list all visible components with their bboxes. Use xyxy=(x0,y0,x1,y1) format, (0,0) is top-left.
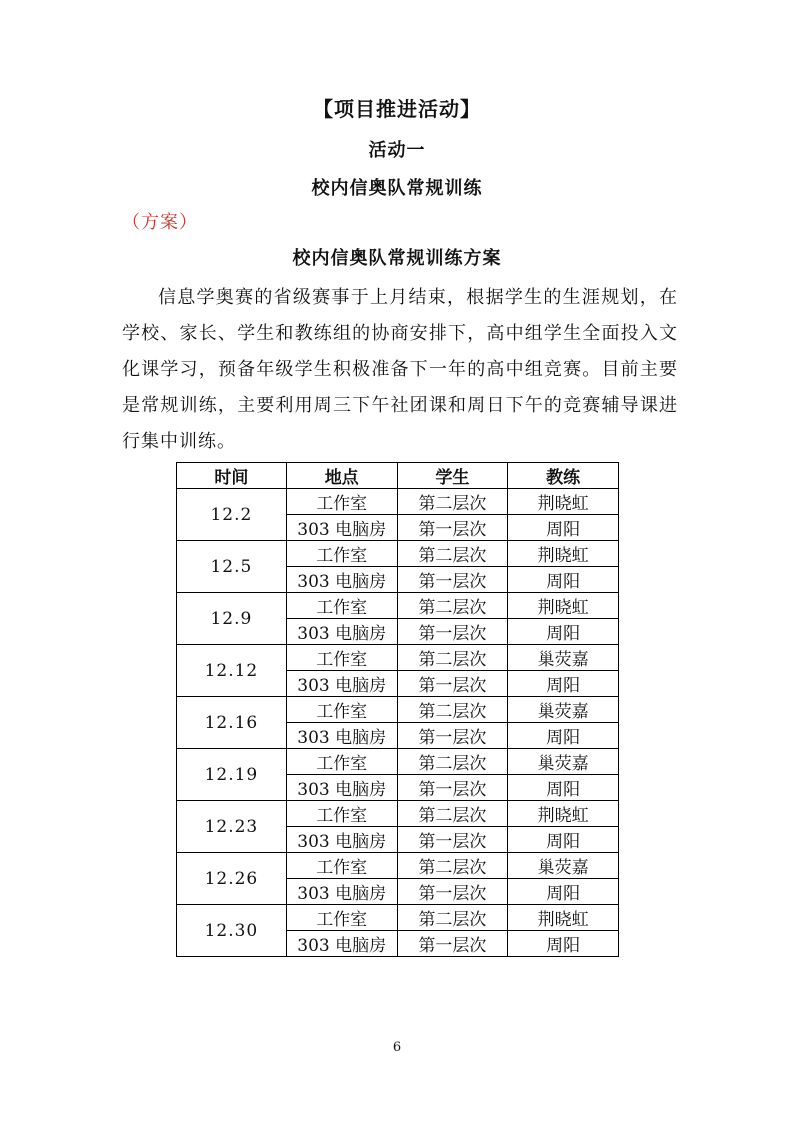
table-row xyxy=(177,697,619,723)
location-cell: 工作室 xyxy=(286,697,397,723)
student-level-cell: 第一层次 xyxy=(397,671,508,697)
plan-title: 校内信奥队常规训练方案 xyxy=(292,248,502,269)
student-level-cell: 第一层次 xyxy=(397,619,508,645)
header-cell: 学生 xyxy=(397,463,508,489)
date-cell: 12.12 xyxy=(177,645,287,697)
student-level-cell: 第一层次 xyxy=(397,515,508,541)
coach-cell: 巢荧嘉 xyxy=(508,697,619,723)
location-cell: 工作室 xyxy=(286,749,397,775)
coach-cell: 周阳 xyxy=(508,775,619,801)
table-row xyxy=(177,853,619,879)
plan-tag: （方案） xyxy=(122,212,198,233)
location-cell: 工作室 xyxy=(286,801,397,827)
location-cell: 303 电脑房 xyxy=(286,723,397,749)
student-level-cell: 第一层次 xyxy=(397,879,508,905)
coach-cell: 巢荧嘉 xyxy=(508,645,619,671)
section-heading: 【项目推进活动】 xyxy=(313,97,481,121)
student-level-cell: 第二层次 xyxy=(397,593,508,619)
student-level-cell: 第一层次 xyxy=(397,723,508,749)
location-cell: 303 电脑房 xyxy=(286,775,397,801)
location-cell: 303 电脑房 xyxy=(286,671,397,697)
activity-title: 活动一 xyxy=(368,140,426,161)
header-cell: 教练 xyxy=(508,463,619,489)
location-cell: 303 电脑房 xyxy=(286,567,397,593)
student-level-cell: 第一层次 xyxy=(397,931,508,957)
table-row xyxy=(177,593,619,619)
schedule-table xyxy=(176,462,619,957)
student-level-cell: 第一层次 xyxy=(397,827,508,853)
date-cell: 12.19 xyxy=(177,749,287,801)
location-cell: 工作室 xyxy=(286,593,397,619)
coach-cell: 周阳 xyxy=(508,879,619,905)
coach-cell: 周阳 xyxy=(508,567,619,593)
student-level-cell: 第一层次 xyxy=(397,567,508,593)
plan-paragraph: 信息学奥赛的省级赛事于上月结束，根据学生的生涯规划，在学校、家长、学生和教练组的协商安排下，高中组学生全面投入文化课学习，预备年级学生积极准备下一年的高中组竞赛。目前主要是常规训练，主要利用周三下午社团课和周日下午的竞赛辅导课进行集中训练。 xyxy=(122,287,678,452)
location-cell: 303 电脑房 xyxy=(286,619,397,645)
student-level-cell: 第二层次 xyxy=(397,697,508,723)
header-cell: 地点 xyxy=(286,463,397,489)
location-cell: 303 电脑房 xyxy=(286,931,397,957)
table-header-row xyxy=(177,463,619,489)
coach-cell: 荆晓虹 xyxy=(508,801,619,827)
coach-cell: 荆晓虹 xyxy=(508,905,619,931)
page-number: 6 xyxy=(392,1040,402,1055)
table-row xyxy=(177,645,619,671)
table-row xyxy=(177,489,619,515)
coach-cell: 周阳 xyxy=(508,619,619,645)
table-row xyxy=(177,801,619,827)
date-cell: 12.30 xyxy=(177,905,287,957)
student-level-cell: 第二层次 xyxy=(397,801,508,827)
student-level-cell: 第一层次 xyxy=(397,775,508,801)
coach-cell: 荆晓虹 xyxy=(508,541,619,567)
coach-cell: 周阳 xyxy=(508,723,619,749)
header-cell: 时间 xyxy=(177,463,287,489)
location-cell: 工作室 xyxy=(286,853,397,879)
student-level-cell: 第二层次 xyxy=(397,853,508,879)
table-row xyxy=(177,541,619,567)
coach-cell: 巢荧嘉 xyxy=(508,853,619,879)
coach-cell: 周阳 xyxy=(508,931,619,957)
schedule-body xyxy=(177,489,619,957)
location-cell: 工作室 xyxy=(286,489,397,515)
student-level-cell: 第二层次 xyxy=(397,905,508,931)
date-cell: 12.2 xyxy=(177,489,287,541)
location-cell: 303 电脑房 xyxy=(286,515,397,541)
date-cell: 12.16 xyxy=(177,697,287,749)
date-cell: 12.5 xyxy=(177,541,287,593)
location-cell: 303 电脑房 xyxy=(286,827,397,853)
table-row xyxy=(177,749,619,775)
coach-cell: 周阳 xyxy=(508,827,619,853)
location-cell: 工作室 xyxy=(286,541,397,567)
coach-cell: 荆晓虹 xyxy=(508,489,619,515)
coach-cell: 周阳 xyxy=(508,671,619,697)
coach-cell: 周阳 xyxy=(508,515,619,541)
student-level-cell: 第二层次 xyxy=(397,489,508,515)
date-cell: 12.23 xyxy=(177,801,287,853)
location-cell: 303 电脑房 xyxy=(286,879,397,905)
date-cell: 12.26 xyxy=(177,853,287,905)
date-cell: 12.9 xyxy=(177,593,287,645)
location-cell: 工作室 xyxy=(286,645,397,671)
location-cell: 工作室 xyxy=(286,905,397,931)
activity-subtitle: 校内信奥队常规训练 xyxy=(311,178,483,199)
student-level-cell: 第二层次 xyxy=(397,645,508,671)
student-level-cell: 第二层次 xyxy=(397,541,508,567)
coach-cell: 荆晓虹 xyxy=(508,593,619,619)
coach-cell: 巢荧嘉 xyxy=(508,749,619,775)
student-level-cell: 第二层次 xyxy=(397,749,508,775)
table-row xyxy=(177,905,619,931)
